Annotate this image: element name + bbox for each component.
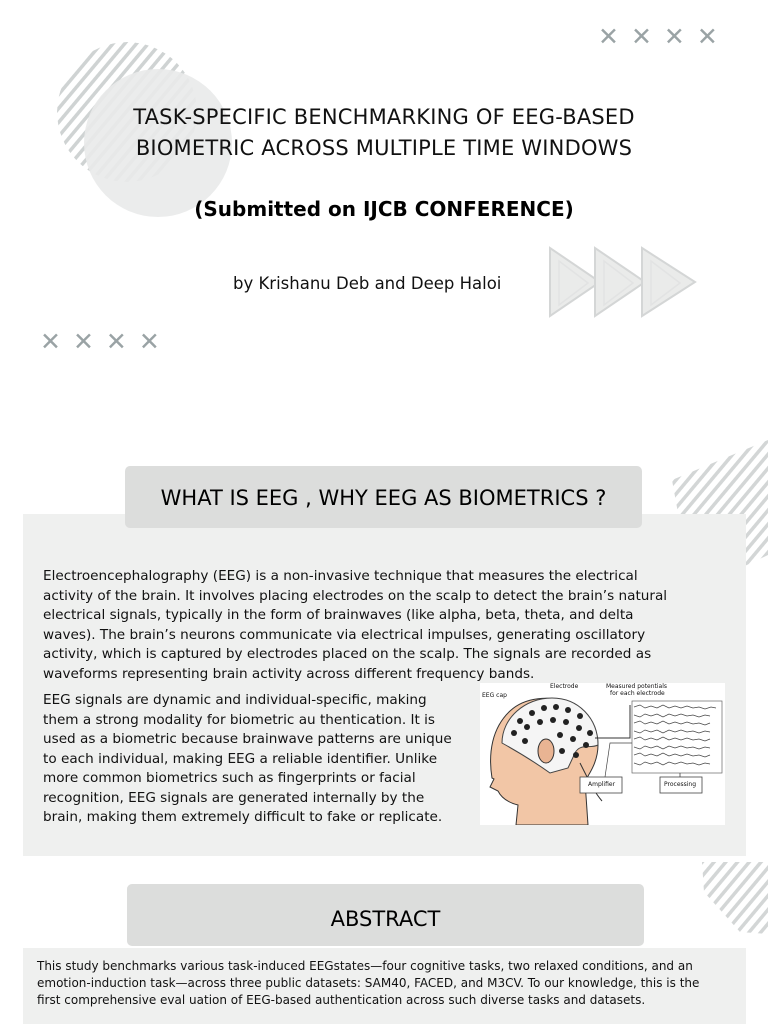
eeg-p1-line: waveforms representing brain activity across different frequency bands. xyxy=(43,665,535,682)
fig-label-processing: Processing xyxy=(664,781,697,788)
triangles-decor xyxy=(545,243,705,323)
page-subtitle: (Submitted on IJCB CONFERENCE) xyxy=(194,197,574,221)
eeg-diagram-illustration xyxy=(480,683,725,825)
eeg-p1-line: activity, which is captured by electrodes placed on the scalp. The signals are recorded as xyxy=(43,646,652,662)
hatched-shape-decor-bottom xyxy=(700,862,768,942)
eeg-p1-line: activity of the brain. It involves placing electrodes on the scalp to detect the brain’s natural xyxy=(43,587,668,604)
authors-line: by Krishanu Deb and Deep Haloi xyxy=(233,274,502,293)
eeg-p2-line: more common biometrics such as fingerprints or facial xyxy=(43,770,416,786)
fig-label-measured-2: for each electrode xyxy=(610,690,665,697)
eeg-diagram-figure xyxy=(480,683,725,825)
eeg-p2-line: EEG signals are dynamic and individual-specific, making xyxy=(43,692,427,708)
crosses-left-decor: ✕✕✕✕ xyxy=(40,327,172,356)
eeg-p1-line: electrical signals, typically in the form of brainwaves (like alpha, beta, theta, and delta xyxy=(43,607,634,623)
fig-label-amplifier: Amplifier xyxy=(588,781,616,788)
eeg-p2-line: brain, making them extremely difficult to fake or replicate. xyxy=(43,809,443,825)
eeg-p2-line: to each individual, making EEG a reliable identifier. Unlike xyxy=(43,750,438,767)
eeg-p2-line: recognition, EEG signals are generated internally by the xyxy=(43,789,425,806)
abstract-line: first comprehensive eval uation of EEG-based authentication across such diverse tasks and datasets. xyxy=(37,993,646,1007)
abstract-line: This study benchmarks various task-induced EEGstates—four cognitive tasks, two relaxed conditions, and an xyxy=(37,959,693,973)
eeg-paragraph-2 xyxy=(43,691,473,828)
abstract-text xyxy=(37,958,737,1009)
title-line-2: BIOMETRIC ACROSS MULTIPLE TIME WINDOWS xyxy=(135,136,633,160)
fig-label-measured-1: Measured potentials xyxy=(606,683,668,690)
crosses-top-decor: ✕✕✕✕ xyxy=(598,22,730,51)
fig-label-cap: EEG cap xyxy=(482,692,507,699)
fig-label-electrode: Electrode xyxy=(550,683,579,690)
eeg-p1-line: Electroencephalography (EEG) is a non-invasive technique that measures the electrical xyxy=(43,568,638,584)
eeg-p2-line: used as a biometric because brainwave patterns are unique xyxy=(43,731,452,747)
abstract-line: emotion-induction task—across three public datasets: SAM40, FACED, and M3CV. To our knowledge, this is the xyxy=(37,976,700,990)
title-line-1: TASK-SPECIFIC BENCHMARKING OF EEG-BASED xyxy=(133,105,635,129)
eeg-p2-line: them a strong modality for biometric au thentication. It is xyxy=(43,711,436,728)
abstract-heading: ABSTRACT xyxy=(127,884,644,946)
page-title xyxy=(60,102,708,164)
eeg-p1-line: waves). The brain’s neurons communicate via electrical impulses, generating oscillatory xyxy=(43,626,646,643)
eeg-section-heading: WHAT IS EEG , WHY EEG AS BIOMETRICS ? xyxy=(125,466,642,528)
eeg-paragraph-1 xyxy=(43,567,733,684)
